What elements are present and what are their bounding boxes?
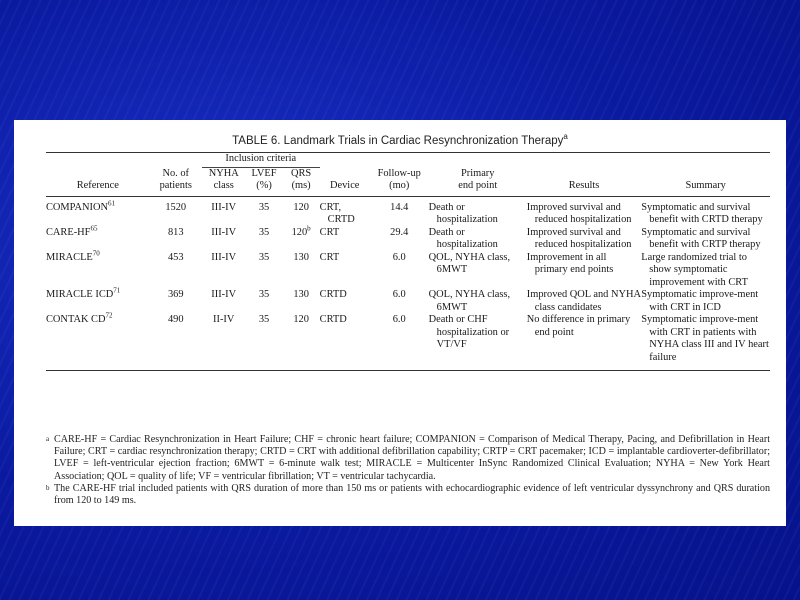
cell-nyha: III-IV [211, 251, 237, 263]
col-header-reference: Reference [46, 168, 150, 197]
cell-summary: Symptomatic and survival benefit with CRTD therapy [641, 201, 763, 225]
col-header-lvef: LVEF (%) [246, 168, 283, 197]
cell-followup: 6.0 [392, 251, 406, 263]
table-image-panel [14, 120, 786, 526]
cell-lvef: 35 [258, 201, 270, 213]
cell-reference: MIRACLE ICD$^{71}$ [46, 286, 121, 300]
cell-summary: Large randomized trial to show symptomatic improvement with CRT [641, 251, 748, 288]
footnote-b-mark: b [46, 483, 50, 492]
cell-nyha: III-IV [211, 289, 237, 300]
cell-patients: 813 [167, 226, 184, 238]
col-header-summary: Summary [641, 168, 770, 197]
cell-qrs: 130 [293, 251, 309, 263]
cell-patients: 490 [150, 314, 202, 371]
footnote-b [46, 483, 770, 507]
cell-lvef: 35 [258, 251, 270, 263]
cell-nyha: III-IV [211, 226, 237, 238]
col-header-endpoint: Primary end point [429, 168, 527, 197]
cell-summary: Symptomatic improve-ment with CRT in patients with NYHA class III and IV heart failure [641, 314, 770, 371]
cell-device: CRTD [319, 289, 347, 300]
inclusion-criteria-header: Inclusion criteria [202, 153, 320, 168]
cell-endpoint: Death or CHF hospitalization or VT/VF [429, 314, 527, 371]
cell-device: CRT, CRTD [319, 201, 355, 225]
footnote-a-text: CARE-HF = Cardiac Resynchronization in Heart Failure; CHF = chronic heart failure; COMPANION = Comparison of Medical Therapy, Pacing, and Defibrillation in Heart Failure; CRT = cardiac resynchronization therapy; CRTD = CRT with additional defibrillation capability; CRTP = CRT pacemaker; ICD = implantable cardioverter-defibrillator; LVEF = left-ventricular ejection fraction; 6MWT = 6-minute walk test; MIRACLE = Multicenter InSync Randomized Clinical Evaluation; NYHA = New York Heart Association; QOL = quality of life; VF = ventricular fibrillation; VT = ventricular tachycardia. [54, 434, 770, 482]
trials-table-container [46, 152, 770, 371]
cell-qrs: 120 [283, 314, 320, 371]
col-header-device: Device [320, 168, 370, 197]
footnote-a-mark: a [46, 435, 50, 443]
footnote-a [46, 434, 770, 483]
table-caption [14, 132, 786, 147]
cell-reference: MIRACLE$^{70}$ [46, 249, 100, 263]
footnote-b-text: The CARE-HF trial included patients with QRS duration of more than 150 ms or patients with echocardiographic evidence of left ventricular dyssynchrony and QRS duration from 120 to 149 ms. [54, 482, 770, 507]
cell-lvef: 35 [246, 314, 283, 371]
cell-device: CRT [319, 226, 340, 238]
cell-qrs: 120 [293, 201, 309, 213]
table-footnotes [46, 434, 770, 507]
cell-nyha: II-IV [202, 314, 246, 371]
col-header-results: Results [527, 168, 641, 197]
cell-followup: 6.0 [370, 314, 429, 371]
cell-reference: COMPANION$^{61}$ [46, 199, 115, 213]
cell-patients: 1520 [165, 201, 187, 213]
cell-lvef: 35 [258, 289, 270, 300]
cell-endpoint: Death or hospitalization [428, 201, 498, 225]
cell-summary: Symptomatic and survival benefit with CRTP therapy [641, 226, 761, 250]
cell-results: Improved survival and reduced hospitalization [526, 226, 632, 250]
col-header-followup: Follow-up (mo) [370, 168, 429, 197]
trials-table [46, 152, 770, 371]
table-row [46, 227, 770, 252]
cell-results: No difference in primary end point [527, 314, 641, 371]
col-header-patients: No. of patients [150, 168, 202, 197]
cell-lvef: 35 [258, 226, 270, 238]
table-row [46, 196, 770, 227]
cell-followup: 29.4 [390, 226, 409, 238]
cell-reference: CONTAK CD$^{72}$ [46, 314, 150, 371]
cell-endpoint: QOL, NYHA class, 6MWT [428, 251, 511, 275]
caption-marker: a [563, 132, 568, 141]
cell-results: Improved survival and reduced hospitalization [526, 201, 632, 225]
cell-endpoint: Death or hospitalization [428, 226, 498, 250]
col-header-qrs: QRS (ms) [283, 168, 320, 197]
cell-qrs: 120$^b$ [291, 224, 311, 238]
cell-results: Improved QOL and NYHA class candidates [526, 289, 641, 313]
table-row [46, 289, 770, 314]
cell-endpoint: QOL, NYHA class, 6MWT [428, 289, 511, 313]
table-row [46, 314, 770, 371]
cell-nyha: III-IV [211, 201, 237, 213]
cell-results: Improvement in all primary end points [526, 251, 614, 275]
cell-followup: 6.0 [392, 289, 406, 300]
table-row [46, 252, 770, 290]
cell-reference: CARE-HF$^{65}$ [46, 224, 98, 238]
caption-title: TABLE 6. Landmark Trials in Cardiac Resynchronization Therapy [232, 134, 564, 147]
cell-device: CRT [319, 251, 340, 263]
cell-summary: Symptomatic improve-ment with CRT in ICD [641, 289, 759, 313]
col-header-nyha: NYHA class [202, 168, 246, 197]
cell-qrs: 130 [293, 289, 309, 300]
cell-followup: 14.4 [390, 201, 409, 213]
cell-device: CRTD [320, 314, 370, 371]
cell-patients: 369 [167, 289, 184, 300]
cell-patients: 453 [167, 251, 184, 263]
